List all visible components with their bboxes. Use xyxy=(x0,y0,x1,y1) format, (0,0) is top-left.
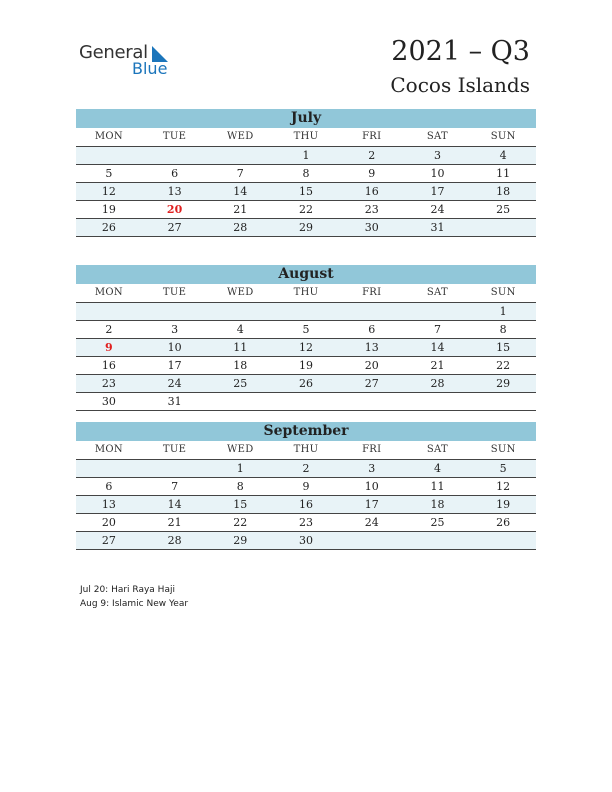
weekday-header-row xyxy=(76,284,536,303)
day-cell: 14 xyxy=(167,498,182,511)
empty-day-cell xyxy=(405,532,471,549)
day-cell: 11 xyxy=(496,167,511,180)
day-cell: 1 xyxy=(499,305,507,318)
weekday-header-row xyxy=(76,128,536,147)
day-cell: 7 xyxy=(236,167,244,180)
day-cell: 11 xyxy=(430,480,445,493)
week-row xyxy=(76,321,536,339)
day-cell: 17 xyxy=(430,185,445,198)
weekday-label: SUN xyxy=(490,131,516,142)
day-cell: 4 xyxy=(499,149,507,162)
day-cell: 29 xyxy=(299,221,314,234)
week-row xyxy=(76,532,536,550)
month-title: July xyxy=(76,109,536,128)
empty-day-cell xyxy=(339,303,405,320)
logo-word-general: General xyxy=(79,42,148,63)
day-cell: 29 xyxy=(496,377,511,390)
holiday-day-cell: 20 xyxy=(166,203,183,216)
month-calendar-august xyxy=(76,265,536,411)
weekday-label: THU xyxy=(293,131,319,142)
day-cell: 17 xyxy=(167,359,182,372)
empty-day-cell xyxy=(339,393,405,410)
day-cell: 8 xyxy=(302,167,310,180)
day-cell: 7 xyxy=(171,480,179,493)
day-cell: 27 xyxy=(101,534,116,547)
day-cell: 27 xyxy=(364,377,379,390)
day-cell: 13 xyxy=(101,498,116,511)
day-cell: 1 xyxy=(302,149,310,162)
weekday-label: TUE xyxy=(162,131,187,142)
day-cell: 19 xyxy=(101,203,116,216)
week-row xyxy=(76,357,536,375)
logo-word-blue: Blue xyxy=(132,59,168,78)
day-cell: 21 xyxy=(430,359,445,372)
day-cell: 18 xyxy=(233,359,248,372)
empty-day-cell xyxy=(273,393,339,410)
weekday-label: MON xyxy=(94,287,123,298)
empty-day-cell xyxy=(207,393,273,410)
week-row xyxy=(76,183,536,201)
day-cell: 6 xyxy=(368,323,376,336)
weekday-label: WED xyxy=(227,444,254,455)
page-title: 2021 – Q3 xyxy=(391,36,530,67)
week-row xyxy=(76,478,536,496)
weekday-label: SAT xyxy=(426,444,448,455)
weekday-label: THU xyxy=(293,287,319,298)
weekday-label: TUE xyxy=(162,444,187,455)
day-cell: 13 xyxy=(364,341,379,354)
week-row xyxy=(76,514,536,532)
day-cell: 25 xyxy=(496,203,511,216)
weekday-label: SUN xyxy=(490,287,516,298)
day-cell: 2 xyxy=(105,323,113,336)
day-cell: 14 xyxy=(233,185,248,198)
month-title: September xyxy=(76,422,536,441)
day-cell: 13 xyxy=(167,185,182,198)
empty-day-cell xyxy=(76,303,142,320)
day-cell: 9 xyxy=(368,167,376,180)
day-cell: 21 xyxy=(233,203,248,216)
weekday-label: WED xyxy=(227,287,254,298)
holiday-note: Aug 9: Islamic New Year xyxy=(80,599,189,609)
day-cell: 6 xyxy=(171,167,179,180)
day-cell: 5 xyxy=(302,323,310,336)
day-cell: 10 xyxy=(167,341,182,354)
day-cell: 20 xyxy=(364,359,379,372)
day-cell: 12 xyxy=(299,341,314,354)
day-cell: 22 xyxy=(496,359,511,372)
day-cell: 10 xyxy=(430,167,445,180)
weekday-label: SAT xyxy=(426,287,448,298)
empty-day-cell xyxy=(339,532,405,549)
empty-day-cell xyxy=(142,303,208,320)
day-cell: 26 xyxy=(101,221,116,234)
day-cell: 23 xyxy=(101,377,116,390)
weekday-label: SUN xyxy=(490,444,516,455)
day-cell: 3 xyxy=(171,323,179,336)
empty-day-cell xyxy=(142,147,208,164)
empty-day-cell xyxy=(273,303,339,320)
empty-day-cell xyxy=(405,303,471,320)
day-cell: 8 xyxy=(499,323,507,336)
weekday-label: THU xyxy=(293,444,319,455)
empty-day-cell xyxy=(207,303,273,320)
day-cell: 2 xyxy=(302,462,310,475)
holiday-note: Jul 20: Hari Raya Haji xyxy=(80,585,175,595)
generalblue-logo xyxy=(79,42,179,82)
weekday-label: FRI xyxy=(362,131,382,142)
day-cell: 12 xyxy=(496,480,511,493)
day-cell: 9 xyxy=(302,480,310,493)
week-row xyxy=(76,339,536,357)
day-cell: 1 xyxy=(236,462,244,475)
day-cell: 3 xyxy=(433,149,441,162)
day-cell: 22 xyxy=(299,203,314,216)
month-calendar-july xyxy=(76,109,536,237)
day-cell: 15 xyxy=(299,185,314,198)
day-cell: 31 xyxy=(430,221,445,234)
empty-day-cell xyxy=(142,460,208,477)
day-cell: 26 xyxy=(496,516,511,529)
day-cell: 18 xyxy=(496,185,511,198)
weekday-header-row xyxy=(76,441,536,460)
page-subtitle: Cocos Islands xyxy=(390,73,530,97)
week-row xyxy=(76,303,536,321)
month-calendar-september xyxy=(76,422,536,550)
holiday-notes xyxy=(80,583,188,611)
empty-day-cell xyxy=(470,393,536,410)
day-cell: 12 xyxy=(101,185,116,198)
day-cell: 2 xyxy=(368,149,376,162)
day-cell: 19 xyxy=(496,498,511,511)
day-cell: 16 xyxy=(364,185,379,198)
day-cell: 23 xyxy=(364,203,379,216)
day-cell: 25 xyxy=(430,516,445,529)
empty-day-cell xyxy=(76,460,142,477)
day-cell: 22 xyxy=(233,516,248,529)
empty-day-cell xyxy=(470,532,536,549)
day-cell: 7 xyxy=(433,323,441,336)
day-cell: 30 xyxy=(299,534,314,547)
empty-day-cell xyxy=(207,147,273,164)
day-cell: 30 xyxy=(101,395,116,408)
day-cell: 10 xyxy=(364,480,379,493)
weekday-label: TUE xyxy=(162,287,187,298)
week-row xyxy=(76,460,536,478)
day-cell: 4 xyxy=(433,462,441,475)
day-cell: 5 xyxy=(499,462,507,475)
day-cell: 20 xyxy=(101,516,116,529)
weekday-label: FRI xyxy=(362,444,382,455)
day-cell: 27 xyxy=(167,221,182,234)
weekday-label: MON xyxy=(94,131,123,142)
day-cell: 3 xyxy=(368,462,376,475)
day-cell: 31 xyxy=(167,395,182,408)
day-cell: 6 xyxy=(105,480,113,493)
weekday-label: SAT xyxy=(426,131,448,142)
weekday-label: MON xyxy=(94,444,123,455)
week-row xyxy=(76,393,536,411)
day-cell: 26 xyxy=(299,377,314,390)
day-cell: 16 xyxy=(101,359,116,372)
day-cell: 28 xyxy=(233,221,248,234)
week-row xyxy=(76,147,536,165)
day-cell: 15 xyxy=(233,498,248,511)
empty-day-cell xyxy=(76,147,142,164)
day-cell: 23 xyxy=(299,516,314,529)
week-row xyxy=(76,201,536,219)
week-row xyxy=(76,375,536,393)
day-cell: 16 xyxy=(299,498,314,511)
day-cell: 17 xyxy=(364,498,379,511)
day-cell: 19 xyxy=(299,359,314,372)
day-cell: 18 xyxy=(430,498,445,511)
week-row xyxy=(76,219,536,237)
day-cell: 24 xyxy=(364,516,379,529)
day-cell: 4 xyxy=(236,323,244,336)
empty-day-cell xyxy=(470,219,536,236)
weekday-label: WED xyxy=(227,131,254,142)
day-cell: 5 xyxy=(105,167,113,180)
week-row xyxy=(76,496,536,514)
week-row xyxy=(76,165,536,183)
day-cell: 28 xyxy=(167,534,182,547)
day-cell: 30 xyxy=(364,221,379,234)
day-cell: 28 xyxy=(430,377,445,390)
weekday-label: FRI xyxy=(362,287,382,298)
month-title: August xyxy=(76,265,536,284)
day-cell: 24 xyxy=(167,377,182,390)
day-cell: 21 xyxy=(167,516,182,529)
day-cell: 25 xyxy=(233,377,248,390)
day-cell: 29 xyxy=(233,534,248,547)
holiday-day-cell: 9 xyxy=(105,341,113,354)
day-cell: 24 xyxy=(430,203,445,216)
day-cell: 15 xyxy=(496,341,511,354)
empty-day-cell xyxy=(405,393,471,410)
day-cell: 8 xyxy=(236,480,244,493)
day-cell: 14 xyxy=(430,341,445,354)
day-cell: 11 xyxy=(233,341,248,354)
